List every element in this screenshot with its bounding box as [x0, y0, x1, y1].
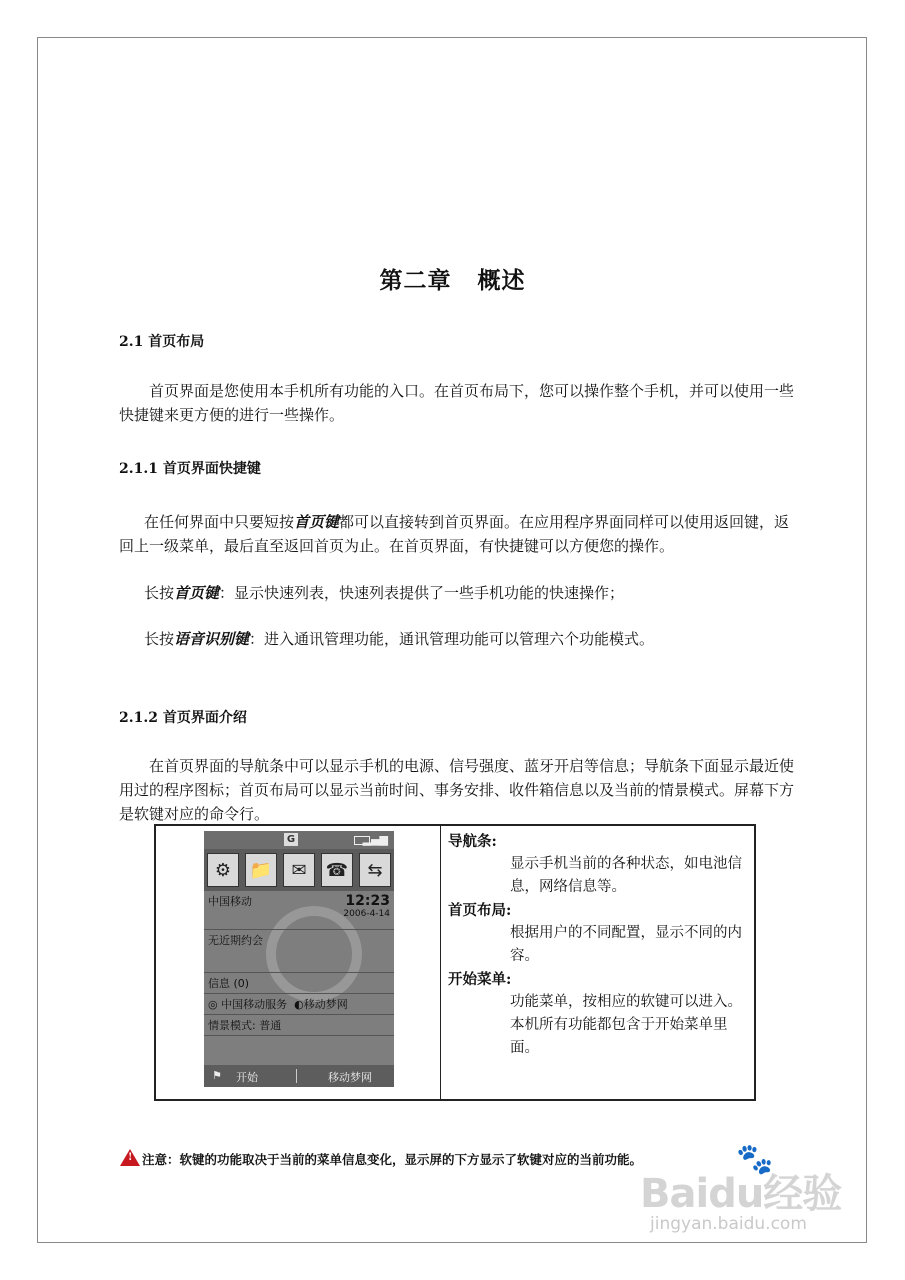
- text: ：显示快速列表，快速列表提供了一些手机功能的快速操作；: [219, 584, 625, 602]
- settings-icon: ⚙: [207, 853, 239, 887]
- watermark-url: jingyan.baidu.com: [650, 1214, 807, 1234]
- nav-bar-desc: 显示手机当前的各种状态，如电池信息，网络信息等。: [510, 856, 742, 895]
- mail-icon: ✉: [283, 853, 315, 887]
- softkey-right: 移动梦网: [328, 1071, 372, 1084]
- section-2-1-2-paragraph: 在首页界面的导航条中可以显示手机的电源、信号强度、蓝牙开启等信息；导航条下面显示最近使用过的程序图标；首页布局可以显示当前时间、事务安排、收件箱信息以及当前的情景模式。屏幕下方是软键对应的命令行。: [119, 757, 795, 823]
- baidu-watermark: [640, 1142, 860, 1242]
- table-divider: [440, 826, 441, 1099]
- softkey-left: 开始: [236, 1071, 258, 1084]
- appointments-row: [204, 930, 394, 973]
- nav-bar-label: 导航条:: [448, 833, 497, 850]
- watermark-brand: Baidu经验: [640, 1171, 842, 1217]
- description-column: [448, 830, 748, 1060]
- section-heading-2-1: 2.1 首页布局: [119, 334, 205, 350]
- text: 长按: [144, 630, 175, 648]
- home-layout-desc: 根据用户的不同配置，显示不同的内容。: [510, 925, 742, 964]
- carrier-row: [204, 891, 394, 930]
- shortcut-paragraph-3: [119, 627, 799, 651]
- voice-key-term: 语音识别键: [174, 630, 250, 648]
- signal-icon: ▂▄▆: [362, 833, 388, 846]
- section-heading-2-1-1: 2.1.1 首页界面快捷键: [119, 461, 261, 477]
- home-key-term: 首页键: [174, 584, 220, 602]
- text: 长按: [144, 584, 175, 602]
- start-menu-label: 开始菜单:: [448, 971, 512, 988]
- start-menu-desc: 功能菜单，按相应的软键可以进入。本机所有功能都包含于开始菜单里面。: [510, 994, 742, 1056]
- chapter-name: 概述: [477, 267, 526, 294]
- softkey-divider: [296, 1069, 297, 1083]
- phone-screenshot: [204, 831, 394, 1087]
- warning-icon: [120, 1149, 140, 1166]
- softkey-note: 注意：软键的功能取决于当前的菜单信息变化，显示屏的下方显示了软键对应的当前功能。: [142, 1152, 643, 1167]
- messages-text: 信息 (0): [208, 977, 250, 990]
- appointments-text: 无近期约会: [208, 934, 263, 947]
- text: 在任何界面中只要短按: [144, 513, 295, 531]
- services-row: ◎ 中国移动服务 ◐移动梦网: [204, 994, 394, 1015]
- home-layout-label: 首页布局:: [448, 902, 512, 919]
- shortcut-paragraph-1: [119, 510, 799, 558]
- home-screen-table: [154, 824, 756, 1101]
- service-link-2: 移动梦网: [303, 998, 348, 1011]
- gprs-icon: G: [284, 833, 298, 846]
- windows-flag-icon: ⚑: [212, 1069, 222, 1082]
- paw-icon: 🐾: [736, 1142, 774, 1177]
- messages-row: [204, 973, 394, 994]
- phone-status-bar: [204, 831, 394, 849]
- transfer-icon: ⇆: [359, 853, 391, 887]
- text: ：进入通讯管理功能，通讯管理功能可以管理六个功能模式。: [249, 630, 655, 648]
- service-link-1: 中国移动服务: [221, 998, 288, 1011]
- chapter-title: [0, 262, 905, 295]
- profile-row: [204, 1015, 394, 1036]
- recent-apps-bar: [204, 849, 394, 891]
- contacts-icon: ☎: [321, 853, 353, 887]
- text: 都可以直接转到首页界面。在应用程序界面同样可以使用返回键，返回上一级菜单，最后直至返回首页为止。在首页界面，有快捷键可以方便您的操作。: [119, 513, 790, 555]
- section-2-1-paragraph: 首页界面是您使用本手机所有功能的入口。在首页布局下，您可以操作整个手机，并可以使用一些快捷键来更方便的进行一些操作。: [119, 382, 795, 424]
- clock-date: 2006-4-14: [343, 909, 390, 919]
- carrier-name: 中国移动: [208, 895, 252, 908]
- softkey-bar: [204, 1065, 394, 1087]
- clock-time: 12:23: [345, 893, 390, 909]
- profile-text: 情景模式: 普通: [208, 1019, 282, 1032]
- shortcut-paragraph-2: [119, 581, 799, 605]
- home-key-term: 首页键: [294, 513, 340, 531]
- chapter-number: 第二章: [379, 267, 452, 294]
- folder-icon: 📁: [245, 853, 277, 887]
- section-heading-2-1-2: 2.1.2 首页界面介绍: [119, 710, 247, 726]
